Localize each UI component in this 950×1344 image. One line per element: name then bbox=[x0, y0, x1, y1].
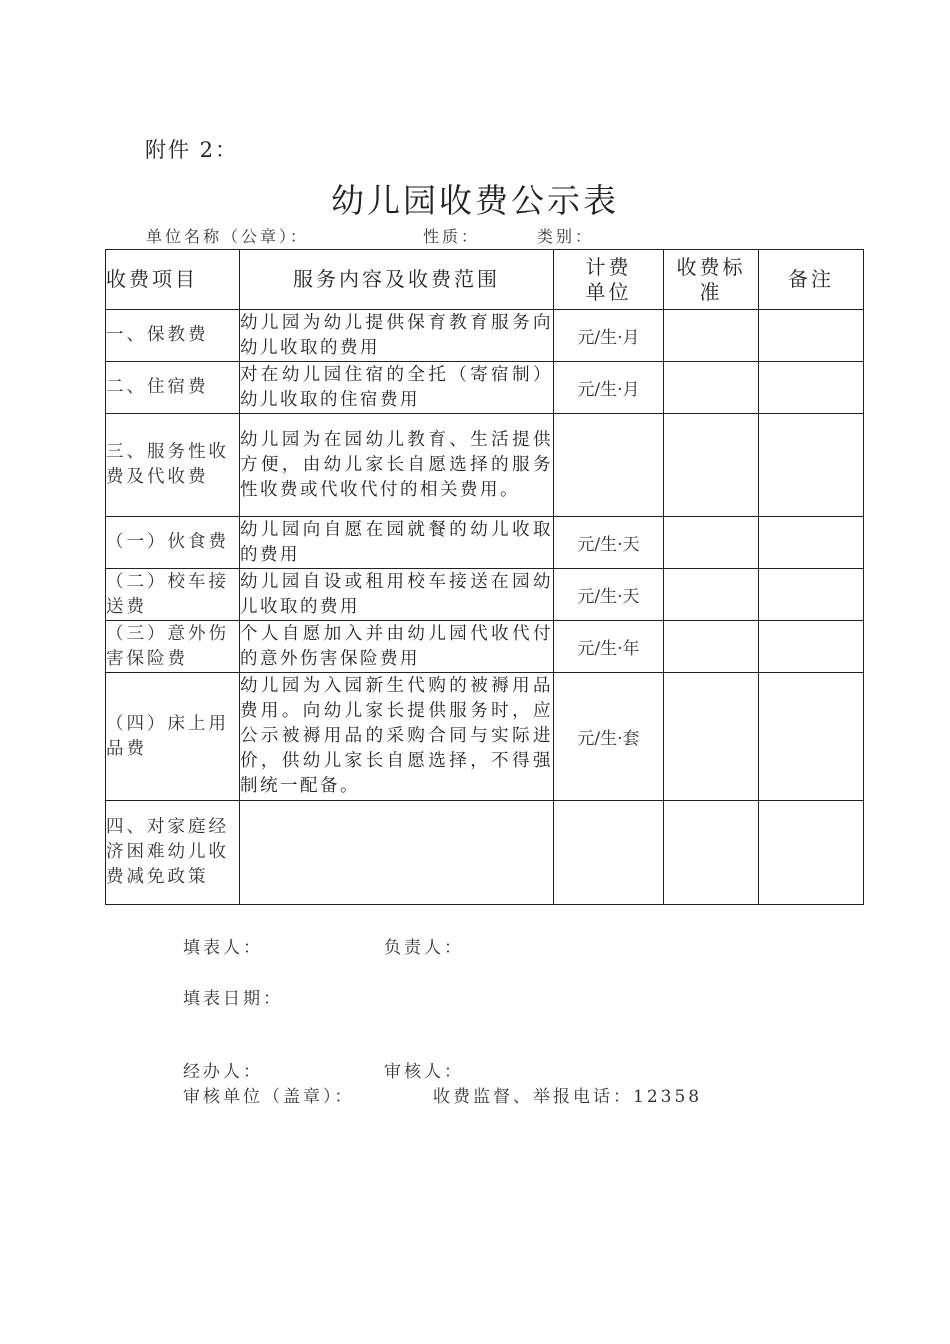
header-standard-line1: 收费标 bbox=[676, 254, 746, 279]
handler-label: 经办人： bbox=[183, 1062, 263, 1082]
table-header-row bbox=[106, 250, 864, 310]
attachment-label: 附件 2： bbox=[145, 138, 239, 162]
row-remarks bbox=[759, 569, 864, 621]
row-item: （二）校车接送费 bbox=[106, 569, 240, 621]
row-remarks bbox=[759, 414, 864, 517]
filler-label: 填表人： bbox=[183, 938, 263, 958]
fee-table bbox=[105, 249, 864, 905]
table-row bbox=[106, 310, 864, 362]
table-row bbox=[106, 414, 864, 517]
row-unit bbox=[554, 801, 664, 905]
header-remarks: 备注 bbox=[759, 250, 864, 310]
row-standard bbox=[664, 569, 759, 621]
table-row bbox=[106, 621, 864, 673]
row-desc bbox=[240, 801, 554, 905]
row-unit bbox=[554, 414, 664, 517]
header-standard-line2: 准 bbox=[699, 279, 723, 304]
row-remarks bbox=[759, 362, 864, 414]
row-unit: 元/生·天 bbox=[554, 569, 664, 621]
table-row bbox=[106, 362, 864, 414]
row-item: 四、对家庭经济困难幼儿收费减免政策 bbox=[106, 801, 240, 905]
row-item: 一、保教费 bbox=[106, 310, 240, 362]
row-desc: 对在幼儿园住宿的全托（寄宿制）幼儿收取的住宿费用 bbox=[240, 362, 554, 414]
row-unit: 元/生·套 bbox=[554, 673, 664, 801]
header-standard bbox=[664, 250, 759, 310]
review-unit-label: 审核单位（盖章）： bbox=[183, 1087, 355, 1107]
row-item: （三）意外伤害保险费 bbox=[106, 621, 240, 673]
row-desc: 幼儿园为幼儿提供保育教育服务向幼儿收取的费用 bbox=[240, 310, 554, 362]
row-desc: 幼儿园自设或租用校车接送在园幼儿收取的费用 bbox=[240, 569, 554, 621]
reviewer-label: 审核人： bbox=[384, 1062, 464, 1082]
row-item: 二、住宿费 bbox=[106, 362, 240, 414]
category-label: 类别： bbox=[537, 227, 595, 246]
row-standard bbox=[664, 362, 759, 414]
row-standard bbox=[664, 310, 759, 362]
header-content: 服务内容及收费范围 bbox=[240, 250, 554, 310]
hotline-label: 收费监督、举报电话：12358 bbox=[433, 1087, 703, 1107]
nature-label: 性质： bbox=[423, 227, 481, 246]
row-remarks bbox=[759, 310, 864, 362]
row-unit: 元/生·月 bbox=[554, 362, 664, 414]
row-desc: 幼儿园为在园幼儿教育、生活提供方便，由幼儿家长自愿选择的服务性收费或代收代付的相关费用。 bbox=[240, 414, 554, 517]
row-item: （四）床上用品费 bbox=[106, 673, 240, 801]
row-standard bbox=[664, 517, 759, 569]
header-item: 收费项目 bbox=[106, 250, 240, 310]
row-unit: 元/生·年 bbox=[554, 621, 664, 673]
header-unit-line1: 计费 bbox=[585, 254, 632, 279]
row-standard bbox=[664, 673, 759, 801]
row-desc: 幼儿园向自愿在园就餐的幼儿收取的费用 bbox=[240, 517, 554, 569]
responsible-label: 负责人： bbox=[384, 938, 464, 958]
row-remarks bbox=[759, 621, 864, 673]
row-unit: 元/生·天 bbox=[554, 517, 664, 569]
table-row bbox=[106, 801, 864, 905]
table-row bbox=[106, 517, 864, 569]
row-item: （一）伙食费 bbox=[106, 517, 240, 569]
fill-date-label: 填表日期： bbox=[183, 989, 283, 1009]
row-unit: 元/生·月 bbox=[554, 310, 664, 362]
page-title: 幼儿园收费公示表 bbox=[331, 181, 619, 220]
header-unit-line2: 单位 bbox=[585, 279, 632, 304]
row-standard bbox=[664, 414, 759, 517]
row-standard bbox=[664, 621, 759, 673]
header-unit bbox=[554, 250, 664, 310]
table-row bbox=[106, 569, 864, 621]
row-remarks bbox=[759, 801, 864, 905]
table-row bbox=[106, 673, 864, 801]
row-desc: 个人自愿加入并由幼儿园代收代付的意外伤害保险费用 bbox=[240, 621, 554, 673]
row-remarks bbox=[759, 673, 864, 801]
unit-name-label: 单位名称（公章）： bbox=[146, 227, 310, 246]
row-item: 三、服务性收费及代收费 bbox=[106, 414, 240, 517]
row-remarks bbox=[759, 517, 864, 569]
row-desc: 幼儿园为入园新生代购的被褥用品费用。向幼儿家长提供服务时，应公示被褥用品的采购合同与实际进价，供幼儿家长自愿选择，不得强制统一配备。 bbox=[240, 673, 554, 801]
row-standard bbox=[664, 801, 759, 905]
